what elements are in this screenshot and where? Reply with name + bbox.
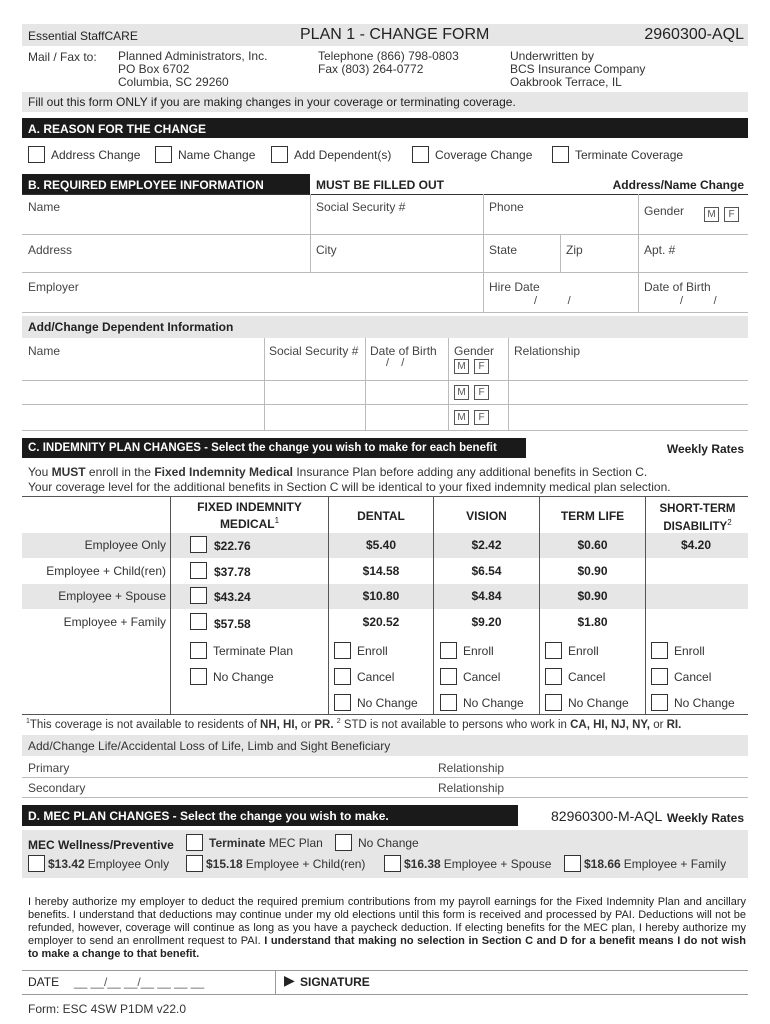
employer-field-label: Employer xyxy=(28,280,79,294)
underwriter: Underwritten by BCS Insurance Company Oakbrook Terrace, IL xyxy=(510,49,646,89)
reason-coverage-change[interactable] xyxy=(412,146,532,163)
dep2-gender-m[interactable]: M xyxy=(454,385,469,400)
std-enroll[interactable] xyxy=(651,642,705,659)
dob-field-label: Date of Birth xyxy=(644,280,711,294)
dental-cancel[interactable] xyxy=(334,668,394,685)
row-employee-family-label: Employee + Family xyxy=(63,615,166,629)
terminate-coverage-label: Terminate Coverage xyxy=(575,147,684,162)
company-name: Essential StaffCARE xyxy=(28,29,138,43)
mec-no-change-checkbox[interactable] xyxy=(335,834,352,851)
life-rate: $1.80 xyxy=(577,615,608,629)
mec-terminate[interactable] xyxy=(186,834,323,851)
cancel-label: Cancel xyxy=(463,669,501,684)
mail-label: Mail / Fax to: xyxy=(28,50,97,64)
dep-gender-label: Gender xyxy=(454,344,495,358)
vision-no-change-checkbox[interactable] xyxy=(440,694,457,711)
dental-no-change-checkbox[interactable] xyxy=(334,694,351,711)
mec-tier-employee-children[interactable] xyxy=(186,855,365,872)
arrow-right-icon: ▶ xyxy=(284,972,295,988)
add-dependent-label: Add Dependent(s) xyxy=(294,147,392,162)
secondary-beneficiary-label: Secondary xyxy=(28,781,86,795)
dental-no-change[interactable] xyxy=(334,694,418,711)
std-cancel-checkbox[interactable] xyxy=(651,668,668,685)
medical-employee-spouse-checkbox[interactable] xyxy=(190,587,207,604)
tier-label: Employee + Spouse xyxy=(443,856,552,871)
medical-employee-only-checkbox[interactable] xyxy=(190,536,207,553)
mec-terminate-label: Terminate MEC Plan xyxy=(209,835,323,850)
city-field-label: City xyxy=(316,243,337,257)
cancel-label: Cancel xyxy=(674,669,712,684)
date-label: DATE xyxy=(28,975,60,989)
medical-terminate-checkbox[interactable] xyxy=(190,642,207,659)
beneficiary-title: Add/Change Life/Accidental Loss of Life, Limb and Sight Beneficiary xyxy=(28,739,391,753)
no-change-label: No Change xyxy=(568,695,629,710)
zip-field-label: Zip xyxy=(566,243,583,257)
form-code: 2960300-AQL xyxy=(644,26,744,43)
dental-rate: $10.80 xyxy=(362,589,400,603)
hire-date-slashes: / / xyxy=(534,295,571,307)
std-enroll-checkbox[interactable] xyxy=(651,642,668,659)
medical-rate: $22.76 xyxy=(214,539,251,553)
medical-terminate-plan[interactable] xyxy=(190,642,293,659)
col-term-life: TERM LIFE xyxy=(560,509,625,523)
contact-numbers: Telephone (866) 798-0803 Fax (803) 264-0772 xyxy=(318,49,459,76)
life-enroll[interactable] xyxy=(545,642,599,659)
mec-tier-employee-family[interactable] xyxy=(564,855,726,872)
section-d-weekly: Weekly Rates xyxy=(666,811,744,825)
vision-enroll[interactable] xyxy=(440,642,494,659)
dob-slashes: / / xyxy=(680,295,717,307)
no-change-label: No Change xyxy=(674,695,735,710)
reason-address-change[interactable] xyxy=(28,146,140,163)
mec-tier-employee-spouse[interactable] xyxy=(384,855,551,872)
terminate-plan-label: Terminate Plan xyxy=(213,643,294,658)
reason-add-dependent[interactable] xyxy=(271,146,391,163)
col-vision: VISION xyxy=(466,509,507,523)
dep3-gender-m[interactable]: M xyxy=(454,410,469,425)
reason-name-change[interactable] xyxy=(155,146,255,163)
mec-tier-checkbox[interactable] xyxy=(384,855,401,872)
section-b-title: B. REQUIRED EMPLOYEE INFORMATION xyxy=(28,178,264,192)
section-d-code: 82960300-M-AQL xyxy=(551,808,663,824)
mec-tier-checkbox[interactable] xyxy=(186,855,203,872)
enroll-label: Enroll xyxy=(357,643,388,658)
form-title: PLAN 1 - CHANGE FORM xyxy=(300,26,490,43)
dep1-gender-f[interactable]: F xyxy=(474,359,489,374)
mec-tier-checkbox[interactable] xyxy=(28,855,45,872)
life-no-change[interactable] xyxy=(545,694,629,711)
tier-price: $15.18 xyxy=(206,856,243,871)
dental-enroll-checkbox[interactable] xyxy=(334,642,351,659)
dep1-gender-m[interactable]: M xyxy=(454,359,469,374)
mec-tier-employee-only[interactable] xyxy=(28,855,169,872)
medical-no-change[interactable] xyxy=(190,668,274,685)
dental-rate: $14.58 xyxy=(362,564,400,578)
section-c-title: C. INDEMNITY PLAN CHANGES - Select the change you wish to make for each benefit xyxy=(28,442,497,454)
phone-field-label: Phone xyxy=(489,200,524,214)
tier-price: $18.66 xyxy=(584,856,621,871)
life-cancel[interactable] xyxy=(545,668,605,685)
vision-rate: $9.20 xyxy=(471,615,502,629)
life-cancel-checkbox[interactable] xyxy=(545,668,562,685)
tier-label: Employee + Child(ren) xyxy=(245,856,366,871)
dental-rate: $20.52 xyxy=(362,615,400,629)
life-rate: $0.90 xyxy=(577,564,608,578)
row-employee-only-label: Employee Only xyxy=(84,538,166,552)
life-enroll-checkbox[interactable] xyxy=(545,642,562,659)
enroll-label: Enroll xyxy=(568,643,599,658)
add-dependent-checkbox[interactable] xyxy=(271,146,288,163)
cancel-label: Cancel xyxy=(568,669,606,684)
section-a-title: A. REASON FOR THE CHANGE xyxy=(28,122,207,136)
dental-cancel-checkbox[interactable] xyxy=(334,668,351,685)
address-change-label: Address Change xyxy=(51,147,141,162)
section-c-note2: Your coverage level for the additional benefits in Section C will be identical to your fixed indemnity medical plan selection. xyxy=(28,480,671,494)
mec-label: MEC Wellness/Preventive xyxy=(28,838,174,852)
dental-enroll[interactable] xyxy=(334,642,388,659)
apt-field-label: Apt. # xyxy=(644,243,676,257)
coverage-change-checkbox[interactable] xyxy=(412,146,429,163)
medical-no-change-checkbox[interactable] xyxy=(190,668,207,685)
state-field-label: State xyxy=(489,243,518,257)
instruction-text: Fill out this form ONLY if you are making changes in your coverage or terminating coverage. xyxy=(28,95,516,109)
vision-rate: $6.54 xyxy=(471,564,502,578)
dep-dob-label: Date of Birth xyxy=(370,344,437,358)
gender-m-box[interactable]: M xyxy=(704,207,719,222)
name-change-checkbox[interactable] xyxy=(155,146,172,163)
dep-dob-slashes: / / xyxy=(386,357,405,369)
col-fixed-indemnity-medical: FIXED INDEMNITY MEDICAL$^1$ xyxy=(197,500,302,531)
primary-beneficiary-label: Primary xyxy=(28,761,70,775)
dependent-title: Add/Change Dependent Information xyxy=(28,320,234,334)
medical-employee-family-checkbox[interactable] xyxy=(190,613,207,630)
form-id: Form: ESC 4SW P1DM v22.0 xyxy=(28,1002,187,1016)
section-d-title: D. MEC PLAN CHANGES - Select the change you wish to make. xyxy=(28,809,389,823)
tier-price: $13.42 xyxy=(48,856,85,871)
row-employee-children-label: Employee + Child(ren) xyxy=(46,564,166,578)
tier-label: Employee + Family xyxy=(623,856,727,871)
name-change-label: Name Change xyxy=(178,147,256,162)
mail-address: Planned Administrators, Inc. PO Box 6702 Columbia, SC 29260 xyxy=(118,49,268,89)
date-input[interactable]: __ __/__ __/__ __ __ __ xyxy=(74,975,205,989)
authorization-text: I hereby authorize my employer to deduct the required premium contributions from my payroll earnings for the Fixed Indemnity Plan and ancillary benefits. I understand that deductions may continue under my old elections until this form is received and processed by PAI. Deductions will not be refunded, however, coverage will continue as long as you have a paycheck deduction. If electing benefits for the MEC plan, I hereby authorize my employer to send an enrollment request to PAI. I understand that making no selection in Section C and D for a benefit means I do not wish to make a change to that benefit. xyxy=(28,896,746,960)
enroll-label: Enroll xyxy=(674,643,705,658)
mec-tier-checkbox[interactable] xyxy=(564,855,581,872)
vision-rate: $4.84 xyxy=(471,589,502,603)
mec-no-change-label: No Change xyxy=(358,835,419,850)
life-no-change-checkbox[interactable] xyxy=(545,694,562,711)
medical-employee-children-checkbox[interactable] xyxy=(190,562,207,579)
std-rate: $4.20 xyxy=(680,538,712,552)
medical-rate: $57.58 xyxy=(214,617,251,631)
dep-relationship-label: Relationship xyxy=(514,344,581,358)
coverage-footnote: $^1$This coverage is not available to residents of NH, HI, or PR. $^2$ STD is not available to persons who work in CA, HI, NJ, NY, or RI. xyxy=(26,718,682,731)
vision-enroll-checkbox[interactable] xyxy=(440,642,457,659)
std-no-change[interactable] xyxy=(651,694,735,711)
dep2-gender-f[interactable]: F xyxy=(474,385,489,400)
coverage-change-label: Coverage Change xyxy=(435,147,533,162)
ssn-field-label: Social Security # xyxy=(316,200,406,214)
gender-f-box[interactable]: F xyxy=(724,207,739,222)
dep-ssn-label: Social Security # xyxy=(269,344,359,358)
enroll-label: Enroll xyxy=(463,643,494,658)
row-employee-spouse-label: Employee + Spouse xyxy=(58,589,166,603)
vision-cancel-checkbox[interactable] xyxy=(440,668,457,685)
no-change-label: No Change xyxy=(213,669,274,684)
address-field-label: Address xyxy=(28,243,73,257)
primary-relationship-label: Relationship xyxy=(438,761,505,775)
medical-rate: $43.24 xyxy=(214,590,251,604)
section-c-weekly: Weekly Rates xyxy=(666,442,744,456)
terminate-coverage-checkbox[interactable] xyxy=(552,146,569,163)
dental-rate: $5.40 xyxy=(365,538,397,552)
address-change-checkbox[interactable] xyxy=(28,146,45,163)
dep3-gender-f[interactable]: F xyxy=(474,410,489,425)
medical-rate: $37.78 xyxy=(214,565,251,579)
no-change-label: No Change xyxy=(463,695,524,710)
vision-cancel[interactable] xyxy=(440,668,500,685)
col-short-term-disability: SHORT-TERM DISABILITY$^2$ xyxy=(659,503,736,533)
dep-name-label: Name xyxy=(28,344,61,358)
col-dental: DENTAL xyxy=(357,509,405,523)
cancel-label: Cancel xyxy=(357,669,395,684)
secondary-relationship-label: Relationship xyxy=(438,781,505,795)
mec-terminate-checkbox[interactable] xyxy=(186,834,203,851)
life-rate: $0.60 xyxy=(577,538,608,552)
name-field-label: Name xyxy=(28,200,61,214)
mec-no-change[interactable] xyxy=(335,834,419,851)
vision-no-change[interactable] xyxy=(440,694,524,711)
tier-price: $16.38 xyxy=(404,856,441,871)
section-c-note1: You MUST enroll in the Fixed Indemnity Medical Insurance Plan before adding any additional benefits in Section C. xyxy=(28,465,648,479)
vision-rate: $2.42 xyxy=(471,538,502,552)
reason-terminate-coverage[interactable] xyxy=(552,146,683,163)
address-name-change-label: Address/Name Change xyxy=(612,178,744,192)
life-rate: $0.90 xyxy=(577,589,608,603)
tier-label: Employee Only xyxy=(87,856,170,871)
hire-date-label: Hire Date xyxy=(489,280,540,294)
must-fill-label: MUST BE FILLED OUT xyxy=(316,178,444,192)
no-change-label: No Change xyxy=(357,695,418,710)
gender-field-label: Gender xyxy=(644,204,685,218)
std-no-change-checkbox[interactable] xyxy=(651,694,668,711)
std-cancel[interactable] xyxy=(651,668,711,685)
signature-label: SIGNATURE xyxy=(300,975,370,989)
